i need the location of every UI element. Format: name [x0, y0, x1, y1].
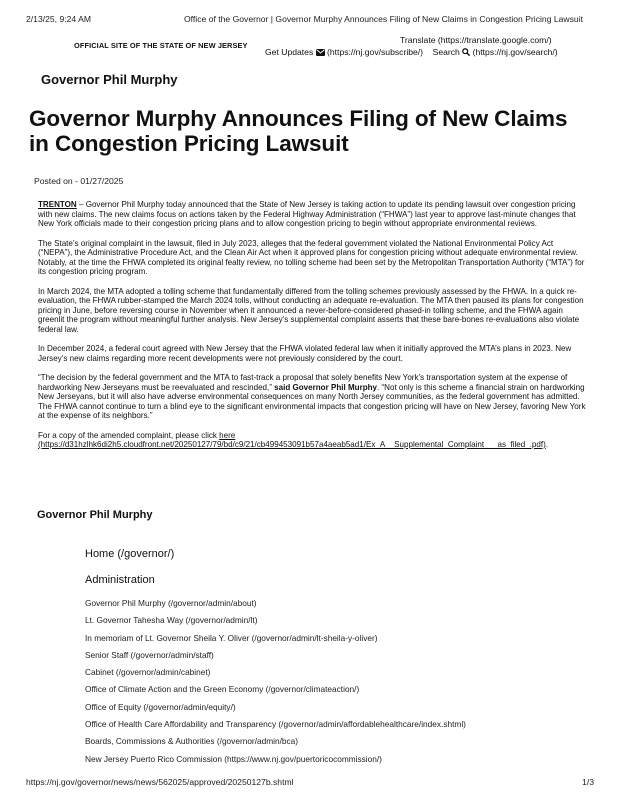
administration-subnav	[85, 598, 466, 771]
nav-home-link[interactable]: Home (/governor/)	[85, 548, 175, 560]
subnav-item[interactable]: Boards, Commissions & Authorities (/governor/admin/bca)	[85, 736, 299, 747]
paragraph-text: – Governor Phil Murphy today announced that the State of New Jersey is taking action to update its pending lawsuit over congestion pricing with new claims. The new claims focus on actions taken by the Federal Highway Administration (“FHWA”) last year to approve last-minute changes that New York officials made to their congestion pricing plans and to allow congestion pricing to begin without appropriate environmental reviews.	[38, 200, 576, 228]
get-updates-label: Get Updates	[265, 47, 314, 57]
page-number: 1/3	[582, 777, 594, 787]
print-page-title: Office of the Governor | Governor Murphy Announces Filing of New Claims in Congestion Pricing Lawsuit	[184, 14, 584, 24]
get-updates-link[interactable]	[265, 47, 425, 57]
subnav-item[interactable]: Cabinet (/governor/admin/cabinet)	[85, 667, 211, 678]
search-url: (https://nj.gov/search/)	[472, 47, 558, 57]
office-name[interactable]: Governor Phil Murphy	[41, 72, 178, 87]
official-site-banner: OFFICIAL SITE OF THE STATE OF NEW JERSEY	[74, 41, 248, 50]
article-paragraph: In March 2024, the MTA adopted a tolling scheme that fundamentally differed from the tolling schemes previously assessed by the FHWA. In a quick re-evaluation, the FHWA rubber-stamped the March 2024 tolls, without conducting an adequate re-evaluation. The MTA then paused its plans for congestion pricing in June, before reversing course in November when it announced a never-before-considered phased-in tolling scheme, and the FHWA again greenlit the program without meaningful further analysis. New Jersey’s supplemental complaint asserts that these bare-bones re-evaluations also violate federal law.	[38, 286, 584, 334]
article-body	[38, 200, 586, 460]
dateline: TRENTON	[38, 200, 77, 209]
subnav-item[interactable]: Senior Staff (/governor/admin/staff)	[85, 649, 214, 660]
article-paragraph: The State’s original complaint in the lawsuit, filed in July 2023, alleges that the federal government violated the National Environmental Policy Act (“NEPA”), the Administrative Procedure Act, and the Clean Air Act when it approved plans for congestion pricing without adequate environmental review. Notably, at the time the FHWA completed its original fealty review, no tolling scheme had been set by the Metropolitan Transportation Authority (“MTA”) for its congestion pricing program.	[38, 238, 585, 276]
print-header	[18, 14, 600, 26]
subnav-item[interactable]: Office of Climate Action and the Green Economy (/governor/climateaction/)	[85, 684, 360, 695]
subnav-item[interactable]: New Jersey Puerto Rico Commission (https://www.nj.gov/puertoricocommission/)	[85, 753, 382, 764]
print-footer	[26, 777, 594, 787]
get-updates-url: (https://nj.gov/subscribe/)	[327, 47, 424, 57]
complaint-url-link[interactable]: (https://d31hzlhk6di2h5.cloudfront.net/20250127/79/bd/c9/21/cb499453091b57a4aeab5ad1/Ex_A__Supplemental_Complaint___as_filed_.pdf)	[38, 440, 546, 449]
posted-date: Posted on - 01/27/2025	[34, 176, 124, 186]
header-utility-links	[265, 47, 558, 58]
footer-office-name: Governor Phil Murphy	[37, 509, 153, 521]
article-paragraph	[38, 431, 586, 450]
subnav-item[interactable]: Governor Phil Murphy (/governor/admin/about)	[85, 598, 257, 608]
subnav-item[interactable]: Office of Health Care Affordability and Transparency (/governor/admin/affordablehealthcare/index.shtml)	[85, 719, 466, 730]
complaint-intro: For a copy of the amended complaint, please click	[38, 430, 220, 440]
search-icon	[462, 48, 470, 58]
nav-administration-heading[interactable]: Administration	[85, 574, 155, 586]
subnav-item[interactable]: Lt. Governor Tahesha Way (/governor/admin/lt)	[85, 615, 258, 626]
subnav-item[interactable]: In memoriam of Lt. Governor Sheila Y. Oliver (/governor/admin/lt-sheila-y-oliver)	[85, 632, 378, 643]
page-title: Governor Murphy Announces Filing of New Claims in Congestion Pricing Lawsuit	[29, 106, 568, 156]
translate-link[interactable]: Translate (https://translate.google.com/)	[400, 35, 552, 45]
article-paragraph	[38, 373, 586, 421]
search-link[interactable]	[433, 47, 558, 57]
quote-text: “The decision by the federal government and the MTA to fast-track a proposal that solely benefits New York’s transportation system at the expense of hardworking New Jerseyans must be reevaluated and rescinded,”	[38, 373, 568, 392]
subnav-item[interactable]: Office of Equity (/governor/admin/equity/)	[85, 701, 236, 712]
search-label: Search	[432, 47, 460, 57]
sentence-end: .	[545, 440, 549, 449]
envelope-icon	[316, 48, 325, 58]
article-paragraph	[38, 200, 586, 229]
print-timestamp: 2/13/25, 9:24 AM	[26, 14, 91, 24]
quote-attribution: said Governor Phil Murphy	[271, 382, 378, 392]
article-paragraph: In December 2024, a federal court agreed with New Jersey that the FHWA violated federal law when it initially approved the MTA’s plans in 2023. New Jersey’s new claims regarding more recent developments were not previously considered by the court.	[38, 344, 572, 363]
complaint-link[interactable]: here	[219, 430, 236, 440]
quote-text-continued: . “Not only is this scheme a financial strain on hardworking New Jerseyans, but it will also have adverse environmental consequences on many North Jersey communities, as the federal government has admitted. The FHWA cannot continue to turn a blind eye to the significant environmental impacts that congestion pricing will have on New Jersey, favoring New York at the expense of its neighbors.”	[38, 382, 586, 420]
print-url: https://nj.gov/governor/news/news/562025/approved/20250127b.shtml	[26, 777, 294, 787]
